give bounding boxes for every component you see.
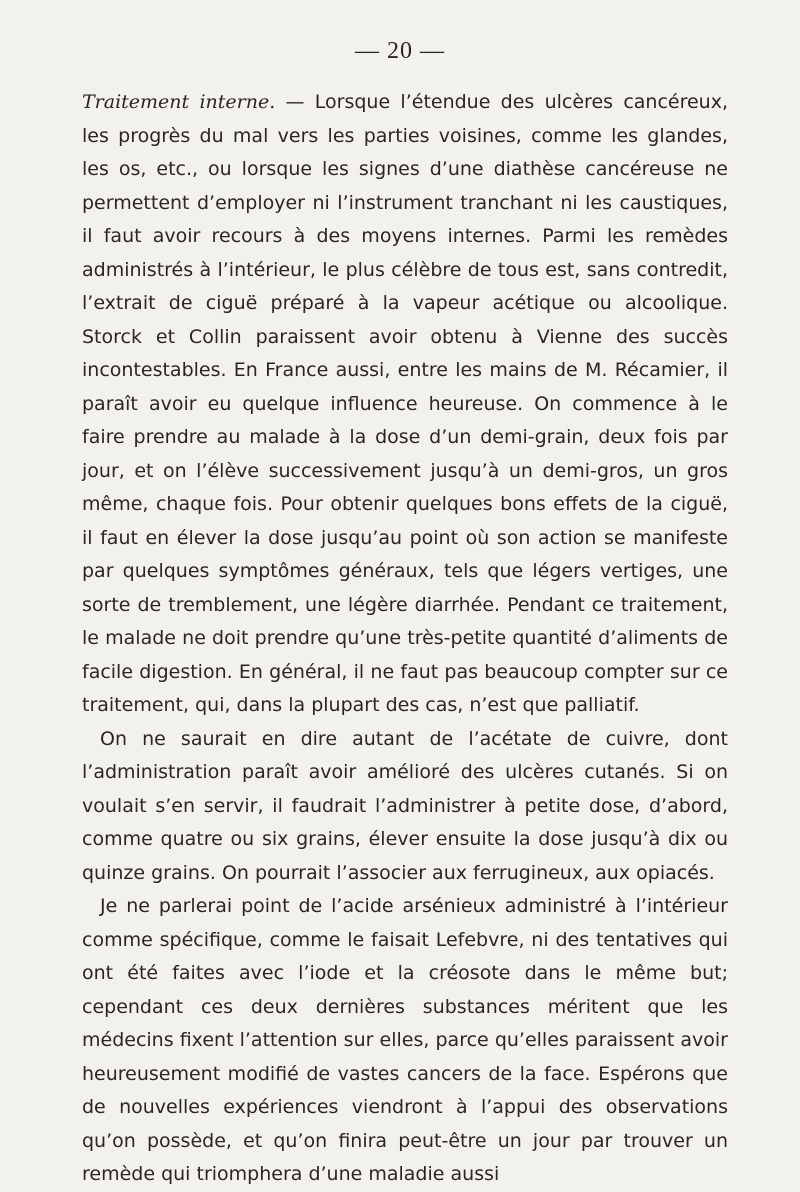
paragraph-text: — Lorsque l’étendue des ulcères cancéreux, les progrès du mal vers les parties voisines, comme les glandes, les os, etc., ou lorsque les signes d’une diathèse cancéreuse ne permettent d’employer ni l’instrument tranchant ni les caustiques, il faut avoir recours à des moyens internes. Parmi les remèdes administrés à l’intérieur, le plus célèbre de tous est, sans contredit, l’extrait de ciguë préparé à la vapeur acétique ou alcoolique. Storck et Collin paraissent avoir obtenu à Vienne des succès incontestables. En France aussi, entre les mains de M. Récamier, il paraît avoir eu quelque influence heureuse. On commence à le faire prendre au malade à la dose d’un demi-grain, deux fois par jour, et on l’élève successivement jusqu’à un demi-gros, un gros même, chaque fois. Pour obtenir quelques bons effets de la ciguë, il faut en élever la dose jusqu’au point où son action se manifeste par quelques symptômes généraux, tels que légers vertiges, une sorte de tremblement, une légère diarrhée. Pendant ce traitement, le malade ne doit prendre qu’une très-petite quantité d’aliments de facile digestion. En général, il ne faut pas beaucoup compter sur ce traitement, qui, dans la plupart des cas, n’est que palliatif. xyxy=(82,91,728,716)
paragraph-acide-arsenieux: Je ne parlerai point de l’acide arsénieux administré à l’intérieur comme spécifique, comme le faisait Lefebvre, ni des tentatives qui ont été faites avec l’iode et la créosote dans le même but; cependant ces deux dernières substances méritent que les médecins fixent l’attention sur elles, parce qu’elles paraissent avoir heureusement modifié de vastes cancers de la face. Espérons que de nouvelles expériences viendront à l’appui des observations qu’on possède, et qu’on finira peut-être un jour par trouver un remède qui triomphera d’une maladie aussi xyxy=(82,895,728,1185)
body-text xyxy=(82,86,728,1192)
paragraph-acetate-de-cuivre: On ne saurait en dire autant de l’acétate de cuivre, dont l’administration paraît avoir amélioré des ulcères cutanés. Si on voulait s’en servir, il faudrait l’administrer à petite dose, d’abord, comme quatre ou six grains, élever ensuite la dose jusqu’à dix ou quinze grains. On pourrait l’associer aux ferrugineux, aux opiacés. xyxy=(82,727,728,884)
page-number: — 20 — xyxy=(355,38,445,64)
section-heading-italic: Traitement interne. xyxy=(82,91,276,113)
paragraph-traitement-interne xyxy=(82,86,728,723)
